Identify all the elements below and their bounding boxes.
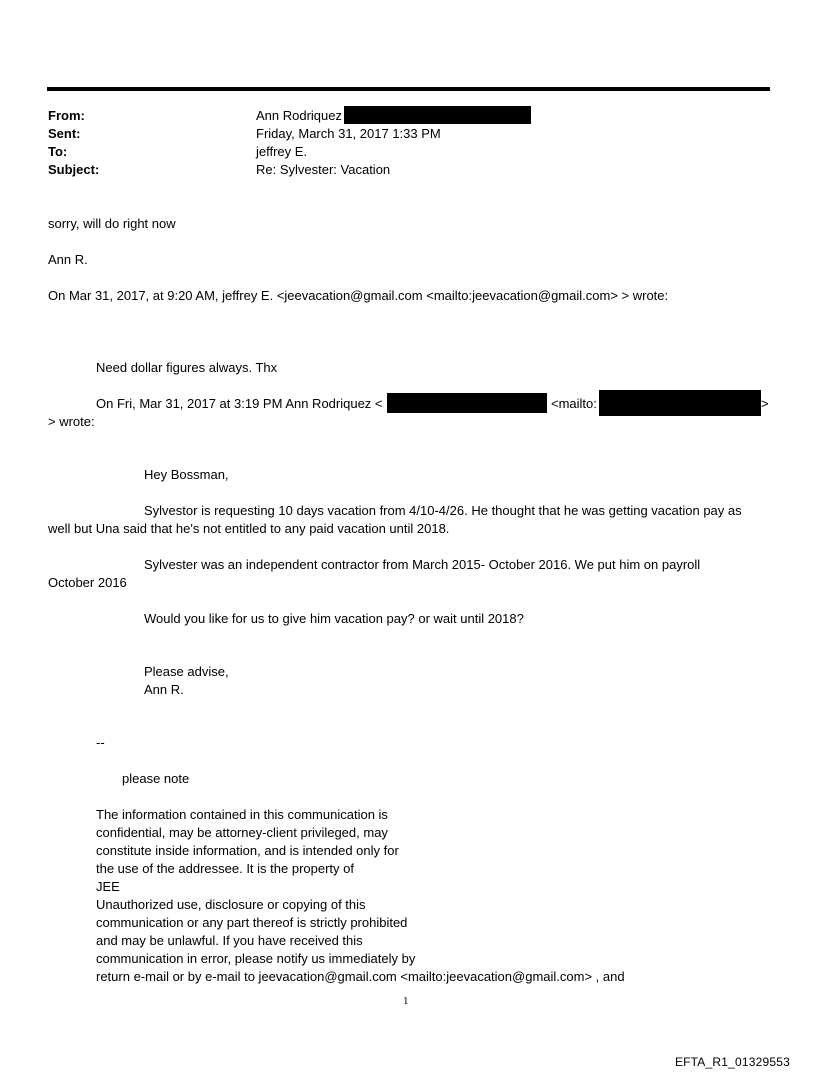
quote2-header: On Fri, Mar 31, 2017 at 3:19 PM Ann Rodriquez < [96, 396, 383, 411]
subject-label: Subject: [48, 162, 100, 177]
disclaimer-line: communication or any part thereof is strictly prohibited [96, 915, 408, 930]
reply-line: sorry, will do right now [48, 216, 176, 231]
disclaimer-line: return e-mail or by e-mail to jeevacation@gmail.com <mailto:jeevacation@gmail.com> , and [96, 969, 625, 984]
disclaimer-line: communication in error, please notify us immediately by [96, 951, 416, 966]
sent-label: Sent: [48, 126, 81, 141]
please-note: please note [122, 771, 190, 786]
paragraph-2b: October 2016 [48, 575, 127, 590]
disclaimer-line: constitute inside information, and is intended only for [96, 843, 399, 858]
disclaimer-line: JEE [96, 879, 120, 894]
quote2-mailto: <mailto: [551, 396, 597, 411]
greeting: Hey Bossman, [144, 467, 229, 482]
document-id: EFTA_R1_01329553 [674, 1055, 790, 1069]
from-value: Ann Rodriquez [256, 108, 342, 123]
quote2-close: > [761, 396, 769, 411]
to-value: jeffrey E. [256, 144, 308, 159]
quote1-header: On Mar 31, 2017, at 9:20 AM, jeffrey E. <jeevacation@gmail.com <mailto:jeevacation@gmail.com> > wrote: [48, 288, 669, 303]
redaction-sender-email [387, 393, 547, 413]
subject-value: Re: Sylvester: Vacation [256, 162, 391, 177]
paragraph-1a: Sylvestor is requesting 10 days vacation from 4/10-4/26. He thought that he was getting vacation pay as [144, 503, 742, 518]
paragraph-3: Would you like for us to give him vacation pay? or wait until 2018? [144, 611, 524, 626]
quote2-wrote: > wrote: [48, 414, 95, 429]
reply-signature: Ann R. [48, 252, 88, 267]
from-label: From: [48, 108, 85, 123]
disclaimer-line: The information contained in this communication is [96, 807, 388, 822]
signature-dash: -- [96, 735, 105, 750]
quote1-text: Need dollar figures always. Thx [96, 360, 278, 375]
header-divider [47, 87, 770, 91]
advise-line: Please advise, [144, 664, 229, 679]
disclaimer-line: Unauthorized use, disclosure or copying of this [96, 897, 366, 912]
to-label: To: [48, 144, 68, 159]
redaction-mailto-email [599, 390, 761, 416]
disclaimer-line: and may be unlawful. If you have received this [96, 933, 363, 948]
paragraph-1b: well but Una said that he's not entitled to any paid vacation until 2018. [48, 521, 450, 536]
disclaimer-line: the use of the addressee. It is the property of [96, 861, 354, 876]
advise-signature: Ann R. [144, 682, 184, 697]
paragraph-2a: Sylvester was an independent contractor from March 2015- October 2016. We put him on payroll [144, 557, 701, 572]
page-number: 1 [403, 995, 409, 1007]
sent-value: Friday, March 31, 2017 1:33 PM [256, 126, 441, 141]
redaction-from-email [344, 106, 531, 124]
disclaimer-line: confidential, may be attorney-client privileged, may [96, 825, 388, 840]
